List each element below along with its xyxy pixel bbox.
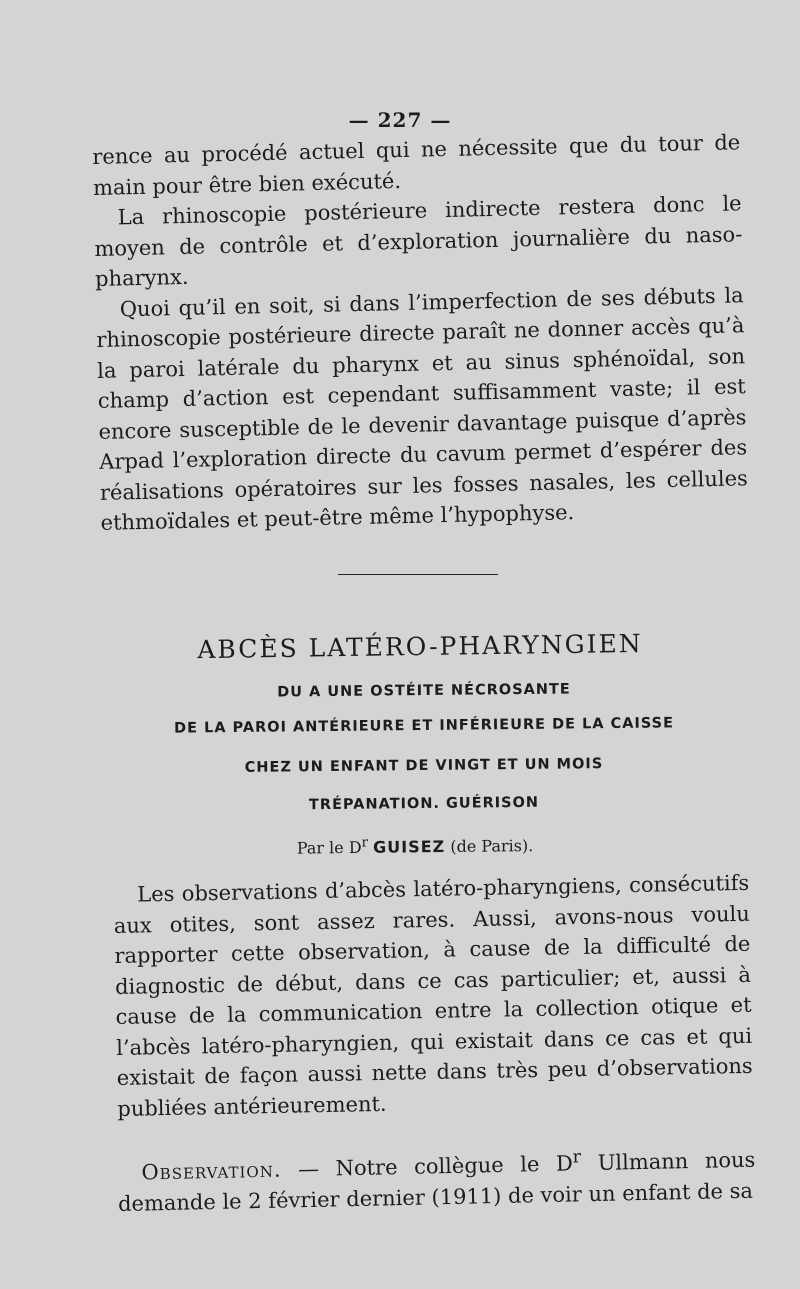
paragraph-rhinoscopie-indirecte: La rhinoscopie postérieure indirecte restera donc le moyen de contrôle et d’exploration journalière du naso-pharynx. (94, 191, 743, 291)
observation-section (117, 1139, 756, 1219)
paragraph-observation (117, 1139, 756, 1219)
page-number: — 227 — (348, 108, 452, 132)
article-subtitle-3: CHEZ UN ENFANT DE VINGT ET UN MOIS (244, 756, 604, 776)
paragraph-quoi-quil-en-soit: Quoi qu’il en soit, si dans l’imperfection de ses débuts la rhinoscopie postérieure directe paraît ne donner accès qu’à la paroi latérale du pharynx et au sinus sphénoïdal, son champ d’action est cependant suffisamment vaste; il est encore susceptible de le devenir davantage puisque d’après Arpad l’exploration directe du cavum permet d’espérer des réalisations opératoires sur les fosses nasales, les cellules ethmoïdales et peut-être même l’hypophyse. (96, 282, 749, 535)
article-title: ABCÈS LATÉRO-PHARYNGIEN (197, 628, 643, 665)
observation-text-a: — Notre collègue le D (281, 1151, 574, 1182)
article-subtitle-4: TRÉPANATION. GUÉRISON (308, 794, 540, 814)
section-divider (338, 574, 498, 575)
observation-label: Observation. (141, 1157, 282, 1185)
article-subtitle-2: DE LA PAROI ANTÉRIEURE ET INFÉRIEURE DE LA CAISSE (173, 715, 675, 737)
observation-sup: r (572, 1147, 582, 1168)
article-intro (113, 868, 754, 1124)
author-name: GUISEZ (372, 837, 446, 857)
byline-suffix: (de Paris). (450, 836, 534, 856)
paragraph-intro: Les observations d’abcès latéro-pharyngiens, consécutifs aux otites, sont assez rares. Aussi, avons-nous voulu rapporter cette observation, à cause de la difficulté de diagnostic de début, dans ce cas particulier; et, aussi à cause de la communication entre la collection otique et l’abcès latéro-pharyngien, qui existait dans ce cas et qui existait de façon aussi nette dans très peu d’observations publiées antérieurement. (113, 870, 753, 1121)
paragraph-continuation: rence au procédé actuel qui ne nécessite que du tour de main pour être bien exécuté. (92, 130, 741, 200)
previous-article-conclusion (92, 127, 749, 538)
byline-sup: r (361, 835, 369, 851)
article-subtitle-1: DU A UNE OSTÉITE NÉCROSANTE (277, 681, 571, 701)
author-byline (0, 831, 800, 861)
byline-prefix: Par le D (296, 837, 362, 858)
observation-text-b: Ullmann nous demande le 2 février dernier (1911) de voir un enfant de sa (117, 1147, 756, 1216)
